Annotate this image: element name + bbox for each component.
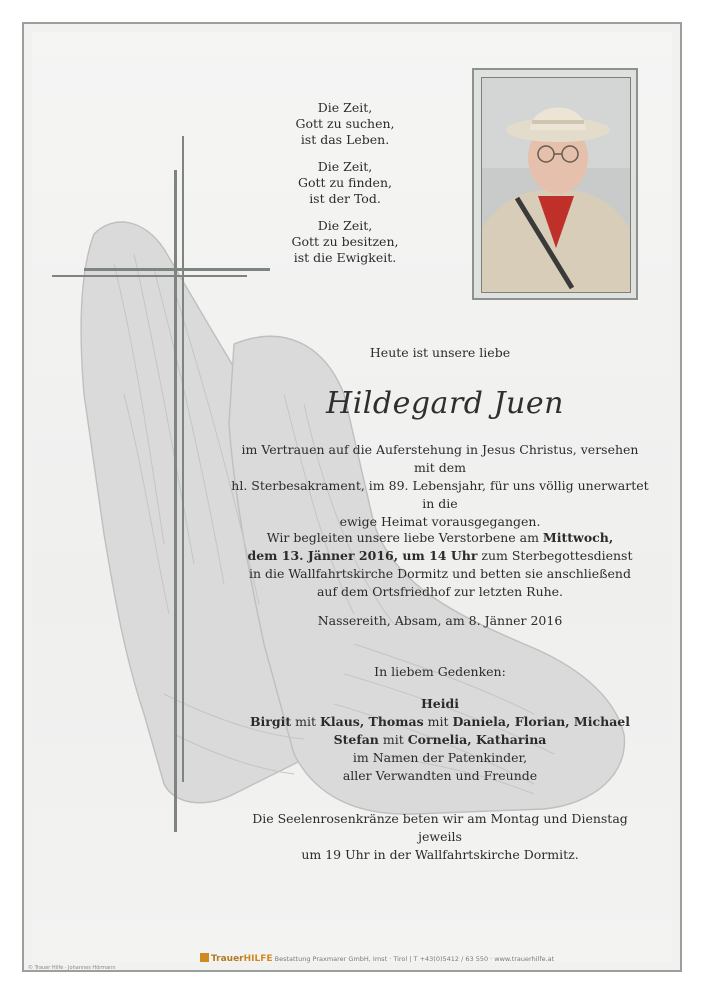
mourners-heading: In liebem Gedenken:	[374, 664, 506, 679]
funeral-info: Wir begleiten unsere liebe Verstorbene am Mittwoch, dem 13. Jänner 2016, um 14 Uhr zum Sterbegottesdienst in die Wallfahrtskirche Dormitz und betten sie anschließend auf dem Ortsfriedhof zur letzten Ruhe.	[247, 530, 633, 599]
rosary-info: Die Seelenrosenkränze beten wir am Montag und Dienstag jeweils um 19 Uhr in der Wallfahrtskirche Dormitz.	[252, 811, 628, 862]
place-date: Nassereith, Absam, am 8. Jänner 2016	[317, 613, 563, 628]
mourners-list: Heidi Birgit mit Klaus, Thomas mit Daniela, Florian, Michael Stefan mit Cornelia, Katharina im Namen der Patenkinder, aller Verwandten und Freunde	[249, 696, 631, 783]
footer-text: Bestattung Praxmarer GmbH, Imst · Tirol | T +43(0)5412 / 63 550 · www.trauerhilfe.at	[274, 955, 555, 963]
announcement-body: im Vertrauen auf die Auferstehung in Jesus Christus, versehen mit dem hl. Sterbesakrament, im 89. Lebensjahr, für uns völlig unerwartet in die ewige Heimat vorausgegangen.	[231, 442, 649, 529]
poem-stanza-2: Die Zeit, Gott zu finden, ist der Tod.	[298, 159, 392, 206]
poem-stanza-3: Die Zeit, Gott zu besitzen, ist die Ewigkeit.	[291, 218, 399, 265]
portrait-frame	[472, 68, 638, 300]
portrait-photo	[481, 77, 631, 293]
footer	[200, 952, 555, 966]
logo-text-b: HILFE	[243, 954, 273, 964]
trauerhilfe-logo-icon	[200, 953, 209, 962]
portrait-illustration	[482, 78, 630, 292]
deceased-name: Hildegard Juen	[326, 386, 564, 421]
copyright-note: © Trauer Hilfe · Johannes Hörmann	[28, 965, 116, 971]
poem-stanza-1: Die Zeit, Gott zu suchen, ist das Leben.	[295, 100, 395, 147]
logo-text-a: Trauer	[211, 954, 244, 964]
intro-text: Heute ist unsere liebe	[369, 345, 511, 360]
poem	[270, 100, 420, 277]
